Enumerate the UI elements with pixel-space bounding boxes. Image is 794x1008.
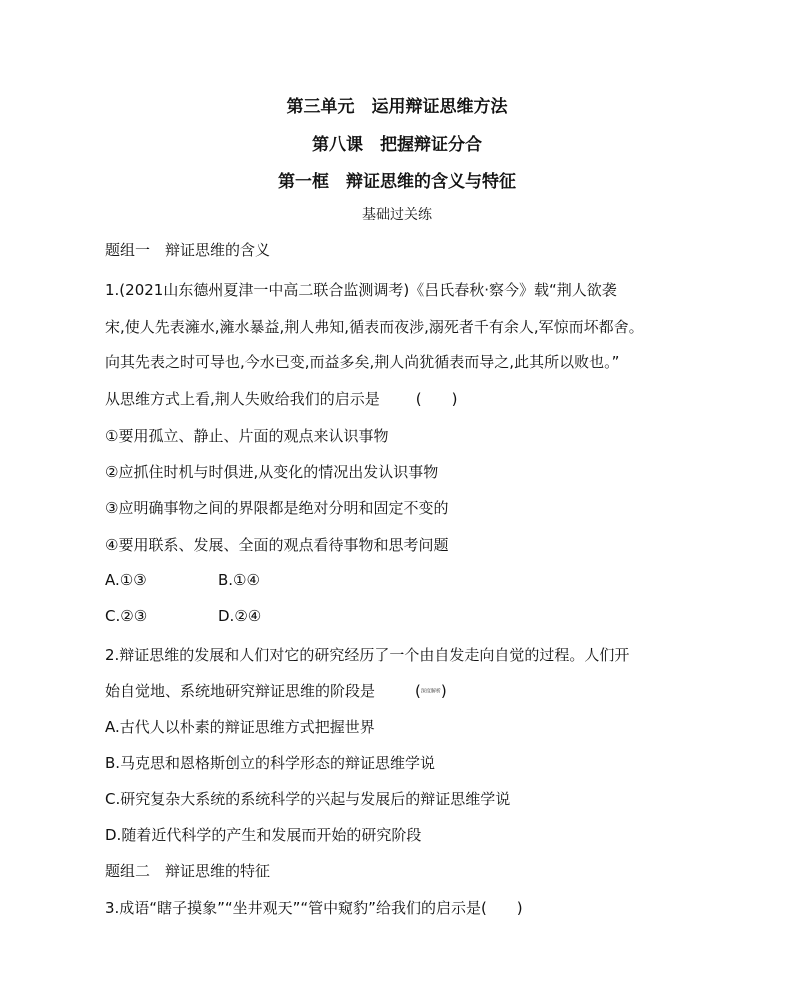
q1-option-c: C.②③ [105,607,148,625]
q1-line3: 向其先表之时可导也,今水已变,而益多矣,荆人尚犹循表而导之,此其所以败也。” [105,353,620,371]
q1-stem [105,389,458,409]
q2-stem-text: 始自觉地、系统地研究辩证思维的阶段是 [105,682,376,700]
q3-stem-text: 3.成语“瞎子摸象”“坐井观天”“管中窥豹”给我们的启示是 [105,899,481,917]
q2-note: 深度解析 [420,688,441,695]
unit-title: 第三单元 运用辩证思维方法 [286,97,508,117]
q3-stem [105,898,523,918]
group1-heading: 题组一 辩证思维的含义 [105,241,271,259]
q1-stem-text: 从思维方式上看,荆人失败给我们的启示是 [105,390,380,408]
q1-answer-blank: ( ) [415,390,458,408]
q2-line2 [105,681,447,702]
q1-option-a: A.①③ [105,571,147,589]
q3-answer-blank: ( ) [480,899,523,917]
frame-title: 第一框 辩证思维的含义与特征 [278,172,516,192]
q1-option-d: D.②④ [218,607,262,625]
q2-option-c: C.研究复杂大系统的系统科学的兴起与发展后的辩证思维学说 [105,790,511,808]
q2-option-a: A.古代人以朴素的辩证思维方式把握世界 [105,718,375,736]
q1-item-1: ①要用孤立、静止、片面的观点来认识事物 [105,427,389,445]
q1-item-4: ④要用联系、发展、全面的观点看待事物和思考问题 [105,536,449,554]
section-title: 基础过关练 [362,207,432,223]
lesson-title: 第八课 把握辩证分合 [312,135,482,155]
q2-paren-open: ( [415,682,421,700]
q1-line2: 宋,使人先表澭水,澭水暴益,荆人弗知,循表而夜涉,溺死者千有余人,军惊而坏都舍。 [105,318,644,336]
q2-paren-close: ) [440,682,447,700]
q1-item-3: ③应明确事物之间的界限都是绝对分明和固定不变的 [105,499,449,517]
q1-option-b: B.①④ [218,571,260,589]
q1-item-2: ②应抓住时机与时俱进,从变化的情况出发认识事物 [105,463,439,481]
group2-heading: 题组二 辩证思维的特征 [105,862,271,880]
q2-option-b: B.马克思和恩格斯创立的科学形态的辩证思维学说 [105,754,436,772]
q2-option-d: D.随着近代科学的产生和发展而开始的研究阶段 [105,826,422,844]
q2-line1: 2.辩证思维的发展和人们对它的研究经历了一个由自发走向自觉的过程。人们开 [105,646,630,664]
q1-line1: 1.(2021山东德州夏津一中高二联合监测调考)《吕氏春秋·察今》载“荆人欲袭 [105,281,617,299]
